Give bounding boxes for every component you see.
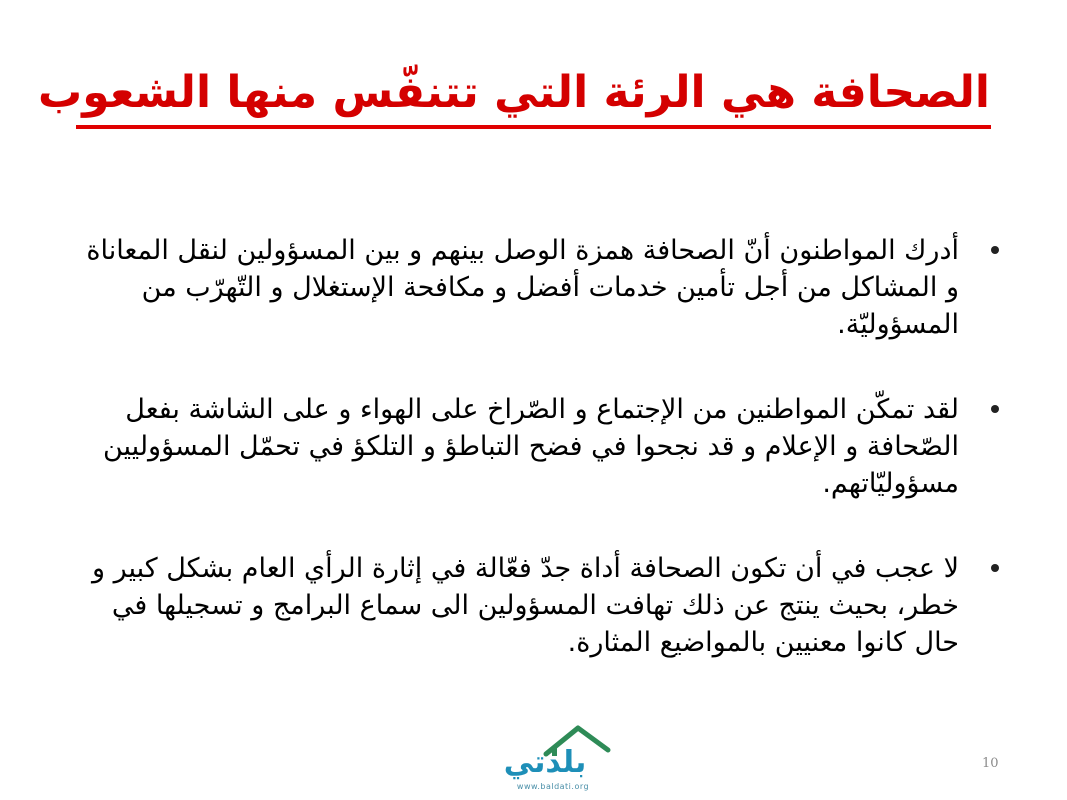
bullet-dot-icon	[991, 564, 999, 572]
bullet-text: أدرك المواطنون أنّ الصحافة همزة الوصل بينهم و بين المسؤولين لنقل المعاناة و المشاكل من أجل تأمين خدمات أفضل و مكافحة الإستغلال و التّهرّب من المسؤوليّة.	[86, 235, 959, 340]
bullet-item	[80, 550, 1005, 661]
bullet-text: لقد تمكّن المواطنين من الإجتماع و الصّراخ على الهواء و على الشاشة بفعل الصّحافة و الإعلام و قد نجحوا في فضح التباطؤ و التلكؤ في تحمّل المسؤوليين مسؤوليّاتهم.	[102, 394, 959, 499]
page-number: 10	[982, 756, 999, 771]
bullet-dot-icon	[991, 246, 999, 254]
logo-url: www.baldati.org	[516, 782, 590, 791]
baldati-logo	[478, 720, 628, 800]
bullet-item	[80, 391, 1005, 502]
bullet-list	[80, 232, 1005, 709]
logo-wordmark: بلدتي	[503, 745, 587, 780]
bullet-text: لا عجب في أن تكون الصحافة أداة جدّ فعّالة في إثارة الرأي العام بشكل كبير و خطر، بحيث ينتج عن ذلك تهافت المسؤولين الى سماع البرامج و تسجيلها في حال كانوا معنيين بالمواضيع المثارة.	[91, 553, 959, 658]
bullet-item	[80, 232, 1005, 343]
title-underline	[76, 125, 991, 129]
slide-title: الصحافة هي الرئة التي تتنفّس منها الشعوب	[38, 67, 990, 118]
bullet-dot-icon	[991, 405, 999, 413]
